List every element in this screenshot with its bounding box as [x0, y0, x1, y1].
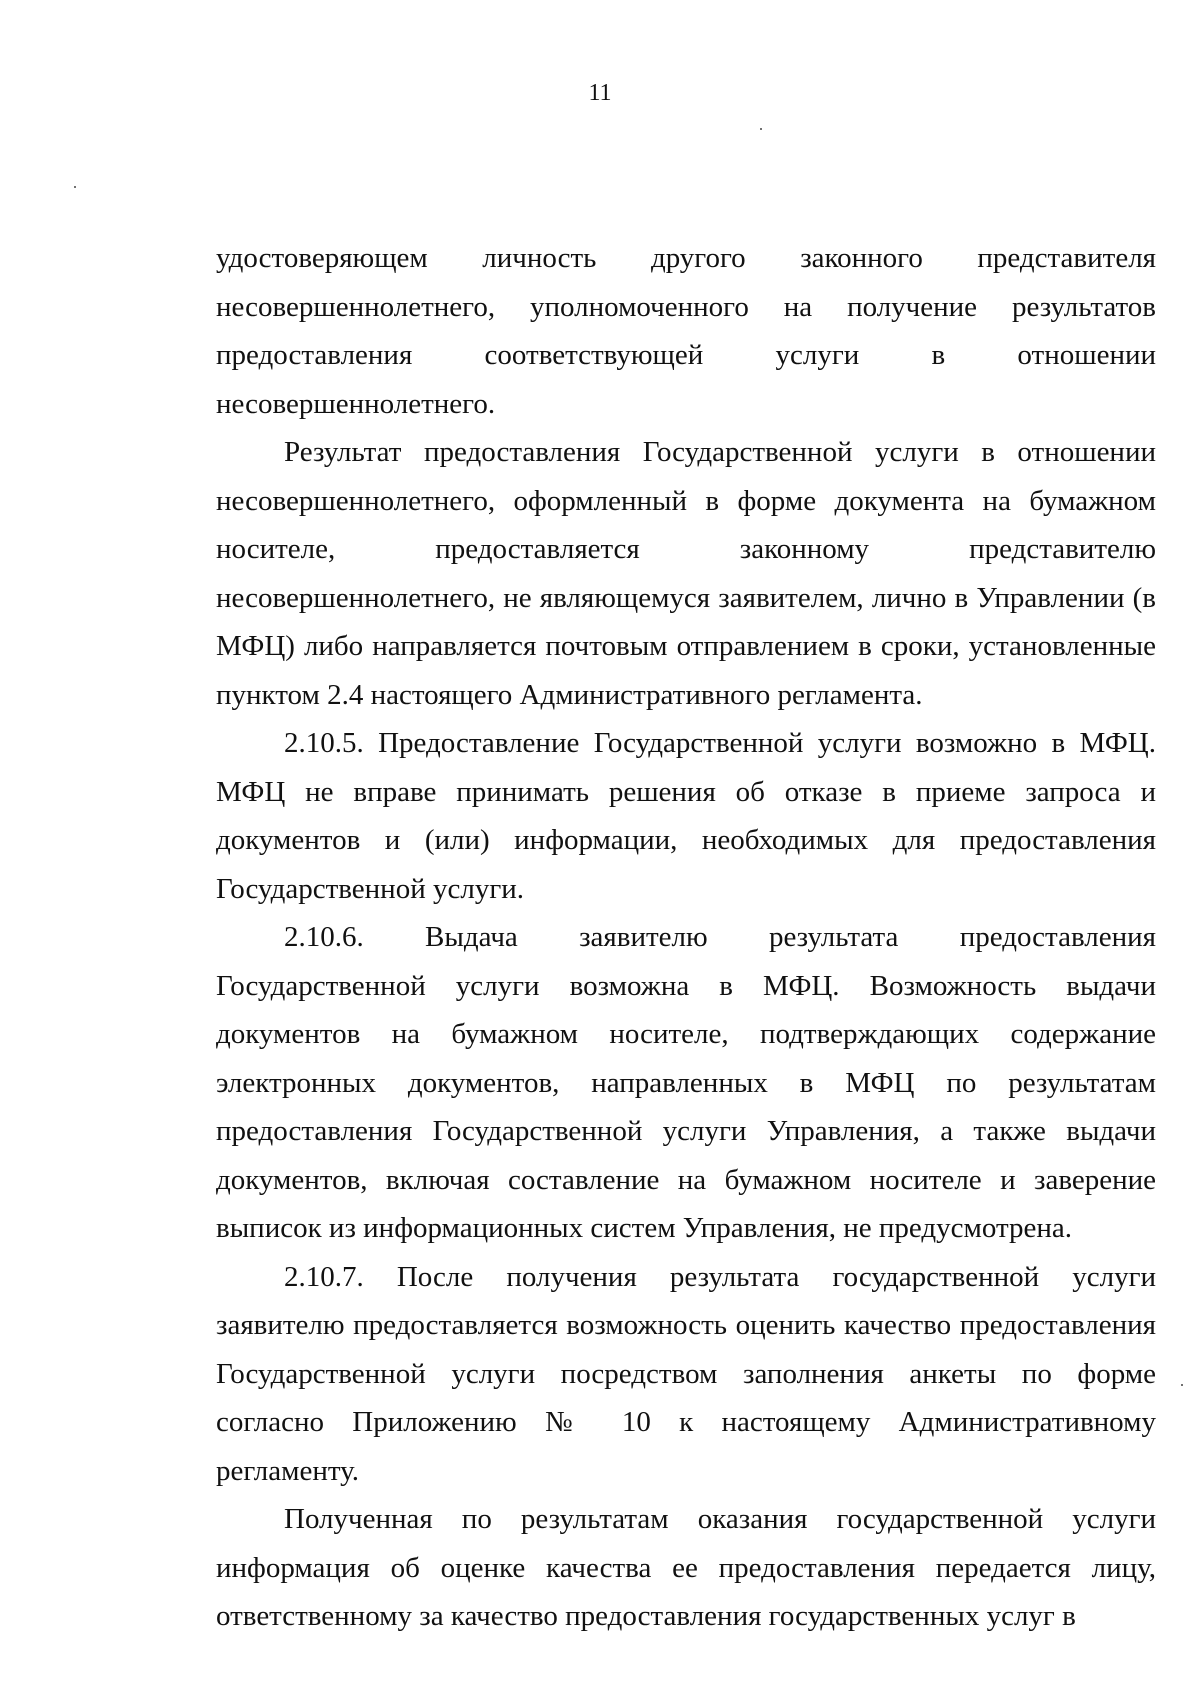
document-body: [216, 234, 1156, 1641]
scan-speck: [760, 128, 762, 130]
paragraph-quality-info: Полученная по результатам оказания государственной услуги информация об оценке качества ее предоставления передается лицу, ответственному за качество предоставления государственных услуг в: [216, 1503, 1156, 1632]
paragraph-2-10-5: 2.10.5. Предоставление Государственной услуги возможно в МФЦ. МФЦ не вправе принимать решения об отказе в приеме запроса и документов и (или) информации, необходимых для предоставления Государственной услуги.: [216, 727, 1156, 905]
page-number: 11: [588, 80, 612, 106]
paragraph-2-10-7: 2.10.7. После получения результата государственной услуги заявителю предоставляется возможность оценить качество предоставления Государственной услуги посредством заполнения анкеты по форме согласно Приложению № 10 к настоящему Административному регламенту.: [216, 1260, 1156, 1487]
paragraph-continuation: удостоверяющем личность другого законного представителя несовершеннолетнего, уполномоченного на получение результатов предоставления соответствующей услуги в отношении несовершеннолетнего.: [216, 242, 1156, 420]
paragraph-result: Результат предоставления Государственной услуги в отношении несовершеннолетнего, оформленный в форме документа на бумажном носителе, предоставляется законному представителю несовершеннолетнего, не являющемуся заявителем, лично в Управлении (в МФЦ) либо направляется почтовым отправлением в сроки, установленные пунктом 2.4 настоящего Административного регламента.: [216, 436, 1156, 711]
paragraph-2-10-6: 2.10.6. Выдача заявителю результата предоставления Государственной услуги возможна в МФЦ. Возможность выдачи документов на бумажном носителе, подтверждающих содержание электронных документов, направленных в МФЦ по результатам предоставления Государственной услуги Управления, а также выдачи документов, включая составление на бумажном носителе и заверение выписок из информационных систем Управления, не предусмотрена.: [216, 921, 1156, 1244]
scan-speck: [1181, 1384, 1183, 1386]
scan-speck: [74, 186, 76, 188]
